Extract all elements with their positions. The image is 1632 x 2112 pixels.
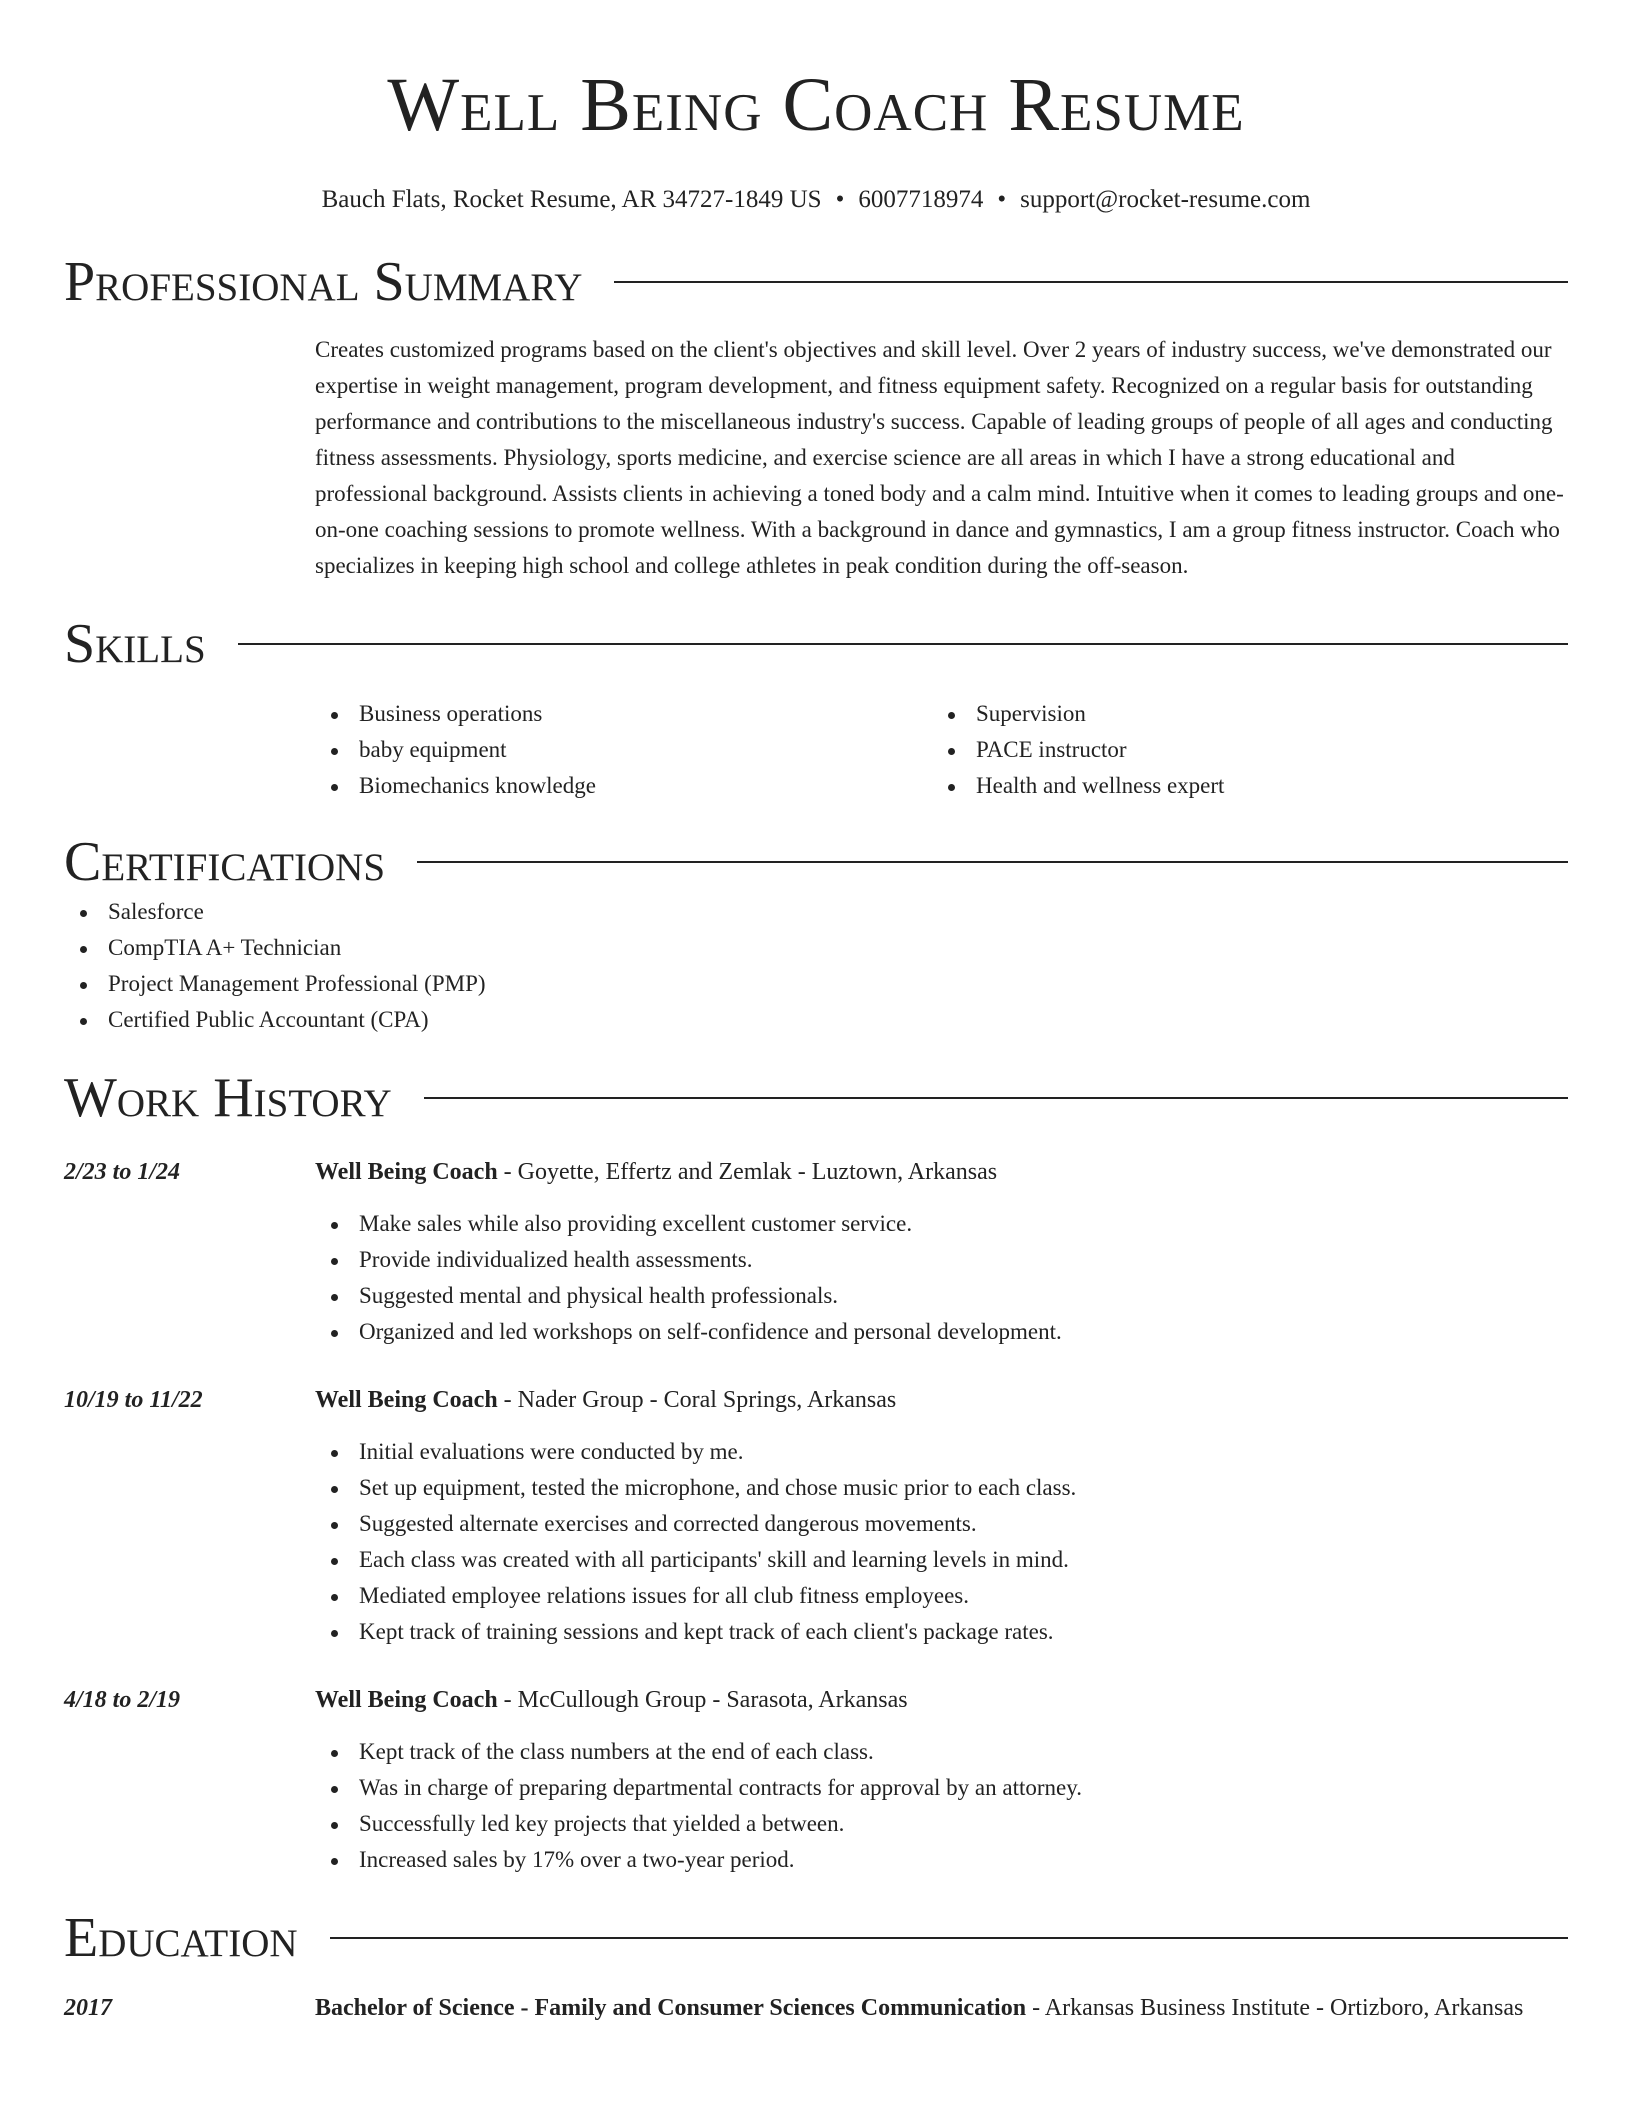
job-body [315,1682,1568,1878]
job-bullet: Kept track of the class numbers at the end of each class. [315,1734,1568,1770]
education-degree: Bachelor of Science - Family and Consumer Sciences Communication [315,1995,1027,2021]
contact-email[interactable]: support@rocket-resume.com [1020,186,1311,213]
job-bullet: Suggested alternate exercises and corrected dangerous movements. [315,1506,1568,1542]
skills-list-right [932,696,1549,804]
job-title-line [315,1154,1568,1190]
skill-item: Business operations [315,696,932,732]
skills-section-header [64,612,1568,676]
skills-list-left [315,696,932,804]
skill-item: Health and wellness expert [932,768,1549,804]
skill-item: baby equipment [315,732,932,768]
education-year: 2017 [64,1995,112,2021]
summary-section-header [64,250,1568,314]
resume-title: Well Being Coach Resume [387,63,1245,147]
certifications-section-header [64,830,1568,894]
job-role: Well Being Coach [315,1687,498,1713]
job-entry [64,1154,1568,1350]
job-role: Well Being Coach [315,1387,498,1413]
education-heading: Education [64,1907,298,1969]
section-divider [614,281,1568,283]
job-bullet: Suggested mental and physical health professionals. [315,1278,1568,1314]
job-bullet: Each class was created with all participants' skill and learning levels in mind. [315,1542,1568,1578]
contact-separator: • [835,186,845,213]
certification-item: Salesforce [64,894,1568,930]
education-school: - Arkansas Business Institute - Ortizboro, Arkansas [1026,1995,1524,2021]
job-bullets [315,1206,1568,1350]
job-role: Well Being Coach [315,1159,498,1185]
work-history-section-header [64,1066,1568,1130]
job-entry [64,1682,1568,1878]
certification-item: CompTIA A+ Technician [64,930,1568,966]
job-dates: 2/23 to 1/24 [64,1159,181,1185]
skills-heading: Skills [64,613,206,675]
section-divider [417,861,1568,863]
contact-phone: 6007718974 [858,186,984,213]
job-bullet: Increased sales by 17% over a two-year period. [315,1842,1568,1878]
job-bullet: Provide individualized health assessments. [315,1242,1568,1278]
job-company: - Goyette, Effertz and Zemlak - Luztown, Arkansas [497,1159,998,1185]
job-company: - Nader Group - Coral Springs, Arkansas [497,1387,897,1413]
skill-item: Biomechanics knowledge [315,768,932,804]
section-divider [330,1937,1568,1939]
job-bullet: Make sales while also providing excellent customer service. [315,1206,1568,1242]
skill-item: PACE instructor [932,732,1549,768]
contact-separator: • [997,186,1007,213]
job-title-line [315,1382,1568,1418]
summary-heading: Professional Summary [64,251,583,313]
education-body [315,1990,1568,2026]
skills-grid [315,696,1568,804]
summary-text: Creates customized programs based on the client's objectives and skill level. Over 2 years of industry success, we've demonstrated our expertise in weight management, program development, and fitness equipment safety. Recognized on a regular basis for outstanding performance and contributions to the miscellaneous industry's success. Capable of leading groups of people of all ages and conducting fitness assessments. Physiology, sports medicine, and exercise science are all areas in which I have a strong educational and professional background. Assists clients in achieving a toned body and a calm mind. Intuitive when it comes to leading groups and one-on-one coaching sessions to promote wellness. With a background in dance and gymnastics, I am a group fitness instructor. Coach who specializes in keeping high school and college athletes in peak condition during the off-season. [315,337,1564,578]
job-dates: 4/18 to 2/19 [64,1687,181,1713]
job-title-line [315,1682,1568,1718]
certification-item: Project Management Professional (PMP) [64,966,1568,1002]
resume-page [64,0,1568,2026]
job-bullets [315,1434,1568,1650]
job-bullet: Successfully led key projects that yielded a between. [315,1806,1568,1842]
job-bullet: Organized and led workshops on self-confidence and personal development. [315,1314,1568,1350]
certification-item: Certified Public Accountant (CPA) [64,1002,1568,1038]
job-dates: 10/19 to 11/22 [64,1387,203,1413]
work-history-heading: Work History [64,1067,392,1129]
contact-address: Bauch Flats, Rocket Resume, AR 34727-1849 US [321,186,822,213]
job-entry [64,1382,1568,1650]
certifications-list [64,894,1568,1038]
job-bullet: Was in charge of preparing departmental contracts for approval by an attorney. [315,1770,1568,1806]
job-body [315,1382,1568,1650]
section-divider [238,643,1568,645]
skill-item: Supervision [932,696,1549,732]
job-bullet: Set up equipment, tested the microphone, and chose music prior to each class. [315,1470,1568,1506]
job-body [315,1154,1568,1350]
contact-line [64,184,1568,216]
job-bullet: Kept track of training sessions and kept track of each client's package rates. [315,1614,1568,1650]
certifications-heading: Certifications [64,831,386,893]
education-section-header [64,1906,1568,1970]
section-divider [424,1097,1568,1099]
job-bullets [315,1734,1568,1878]
education-entry [64,1990,1568,2026]
job-bullet: Initial evaluations were conducted by me. [315,1434,1568,1470]
job-company: - McCullough Group - Sarasota, Arkansas [497,1687,908,1713]
job-bullet: Mediated employee relations issues for all club fitness employees. [315,1578,1568,1614]
education-title-line [315,1990,1568,2026]
